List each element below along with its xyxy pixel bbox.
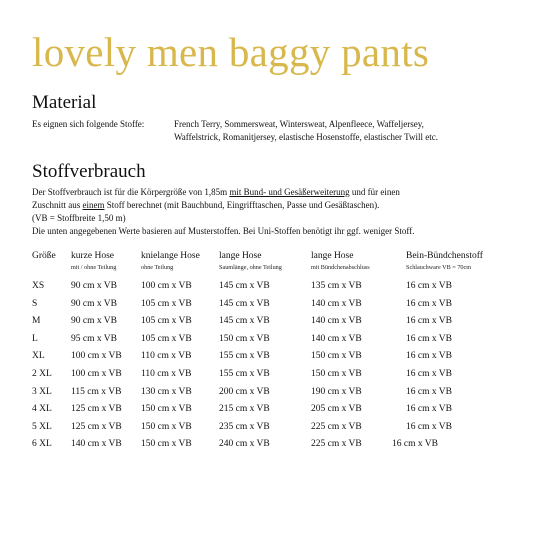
table-header-0: Größe bbox=[32, 251, 56, 261]
table-cell: 16 cm x VB bbox=[392, 439, 439, 449]
page-title: lovely men baggy pants bbox=[32, 29, 430, 75]
table-header-4: lange Hose bbox=[311, 251, 354, 261]
usage-line-3: (VB = Stoffbreite 1,50 m) bbox=[32, 213, 126, 223]
table-cell: 140 cm x VB bbox=[71, 439, 122, 449]
table-cell: 145 cm x VB bbox=[219, 316, 270, 326]
table-cell: 135 cm x VB bbox=[311, 281, 362, 291]
table-cell: 235 cm x VB bbox=[219, 422, 270, 432]
table-cell: 105 cm x VB bbox=[141, 334, 192, 344]
table-cell: 16 cm x VB bbox=[406, 387, 453, 397]
table-cell: 155 cm x VB bbox=[219, 351, 270, 361]
table-cell: 150 cm x VB bbox=[141, 439, 192, 449]
table-cell: 16 cm x VB bbox=[406, 334, 453, 344]
table-size-label: 5 XL bbox=[32, 422, 52, 432]
usage-line-2-underlined: einem bbox=[82, 200, 105, 210]
table-size-label: XS bbox=[32, 281, 45, 291]
table-size-label: 2 XL bbox=[32, 369, 52, 379]
table-cell: 205 cm x VB bbox=[311, 404, 362, 414]
table-cell: 16 cm x VB bbox=[406, 369, 453, 379]
table-size-label: 6 XL bbox=[32, 439, 52, 449]
table-cell: 225 cm x VB bbox=[311, 422, 362, 432]
table-header-2: knielange Hose bbox=[141, 251, 200, 261]
table-cell: 140 cm x VB bbox=[311, 316, 362, 326]
table-cell: 16 cm x VB bbox=[406, 299, 453, 309]
table-cell: 16 cm x VB bbox=[406, 281, 453, 291]
table-cell: 150 cm x VB bbox=[311, 369, 362, 379]
table-cell: 16 cm x VB bbox=[406, 422, 453, 432]
table-header-3: lange Hose bbox=[219, 251, 262, 261]
table-cell: 100 cm x VB bbox=[71, 369, 122, 379]
table-size-label: XL bbox=[32, 351, 45, 361]
table-header-sub-5: Schlauchware VB = 70cm bbox=[406, 264, 472, 271]
table-cell: 125 cm x VB bbox=[71, 404, 122, 414]
table-cell: 16 cm x VB bbox=[406, 351, 453, 361]
table-cell: 105 cm x VB bbox=[141, 316, 192, 326]
table-cell: 90 cm x VB bbox=[71, 316, 118, 326]
table-cell: 140 cm x VB bbox=[311, 334, 362, 344]
table-cell: 150 cm x VB bbox=[141, 422, 192, 432]
material-label: Es eignen sich folgende Stoffe: bbox=[32, 119, 145, 129]
table-header-sub-1: mit / ohne Teilung bbox=[71, 264, 117, 271]
table-header-1: kurze Hose bbox=[71, 251, 114, 261]
table-cell: 16 cm x VB bbox=[406, 404, 453, 414]
table-header-sub-3: Saumlänge, ohne Teilung bbox=[219, 264, 282, 271]
table-cell: 150 cm x VB bbox=[311, 351, 362, 361]
usage-line-4: Die unten angegebenen Werte basieren auf Musterstoffen. Bei Uni-Stoffen benötigt ihr ggf. weniger Stoff. bbox=[32, 226, 415, 236]
table-header-5: Bein-Bündchenstoff bbox=[406, 251, 483, 261]
table-cell: 145 cm x VB bbox=[219, 281, 270, 291]
material-line-2: Waffelstrick, Romanitjersey, elastische Hosenstoffe, elastischer Twill etc. bbox=[174, 132, 438, 142]
table-cell: 155 cm x VB bbox=[219, 369, 270, 379]
table-size-label: 4 XL bbox=[32, 404, 52, 414]
table-cell: 150 cm x VB bbox=[141, 404, 192, 414]
table-cell: 100 cm x VB bbox=[141, 281, 192, 291]
table-size-label: S bbox=[32, 299, 38, 309]
table-size-label: L bbox=[32, 334, 38, 344]
table-cell: 100 cm x VB bbox=[71, 351, 122, 361]
table-cell: 130 cm x VB bbox=[141, 387, 192, 397]
table-header-sub-4: mit Bündchenabschluss bbox=[311, 264, 370, 271]
table-cell: 95 cm x VB bbox=[71, 334, 118, 344]
table-cell: 225 cm x VB bbox=[311, 439, 362, 449]
table-cell: 110 cm x VB bbox=[141, 351, 192, 361]
table-cell: 190 cm x VB bbox=[311, 387, 362, 397]
material-heading: Material bbox=[32, 92, 97, 113]
usage-line-1-text-a: Der Stoffverbrauch ist für die Körpergröße von 1,85m bbox=[32, 187, 230, 197]
usage-line-2-text-a: Zuschnitt aus bbox=[32, 200, 83, 210]
table-cell: 125 cm x VB bbox=[71, 422, 122, 432]
usage-heading: Stoffverbrauch bbox=[32, 161, 146, 182]
table-cell: 145 cm x VB bbox=[219, 299, 270, 309]
table-cell: 215 cm x VB bbox=[219, 404, 270, 414]
usage-line-2-text-c: Stoff berechnet (mit Bauchbund, Eingrifftaschen, Passe und Gesäßtaschen). bbox=[104, 200, 380, 210]
table-cell: 140 cm x VB bbox=[311, 299, 362, 309]
table-size-label: 3 XL bbox=[32, 387, 52, 397]
table-cell: 105 cm x VB bbox=[141, 299, 192, 309]
table-cell: 110 cm x VB bbox=[141, 369, 192, 379]
table-cell: 150 cm x VB bbox=[219, 334, 270, 344]
table-cell: 90 cm x VB bbox=[71, 299, 118, 309]
table-cell: 16 cm x VB bbox=[406, 316, 453, 326]
table-cell: 240 cm x VB bbox=[219, 439, 270, 449]
table-header-sub-2: ohne Teilung bbox=[141, 264, 174, 271]
table-cell: 115 cm x VB bbox=[71, 387, 122, 397]
usage-line-1-text-c: und für einen bbox=[349, 187, 400, 197]
material-line-1: French Terry, Sommersweat, Wintersweat, Alpenfleece, Waffeljersey, bbox=[174, 119, 424, 129]
table-cell: 90 cm x VB bbox=[71, 281, 118, 291]
usage-line-1-underlined: mit Bund- und Gesäßerweiterung bbox=[229, 187, 350, 197]
table-cell: 200 cm x VB bbox=[219, 387, 270, 397]
table-size-label: M bbox=[32, 316, 41, 326]
